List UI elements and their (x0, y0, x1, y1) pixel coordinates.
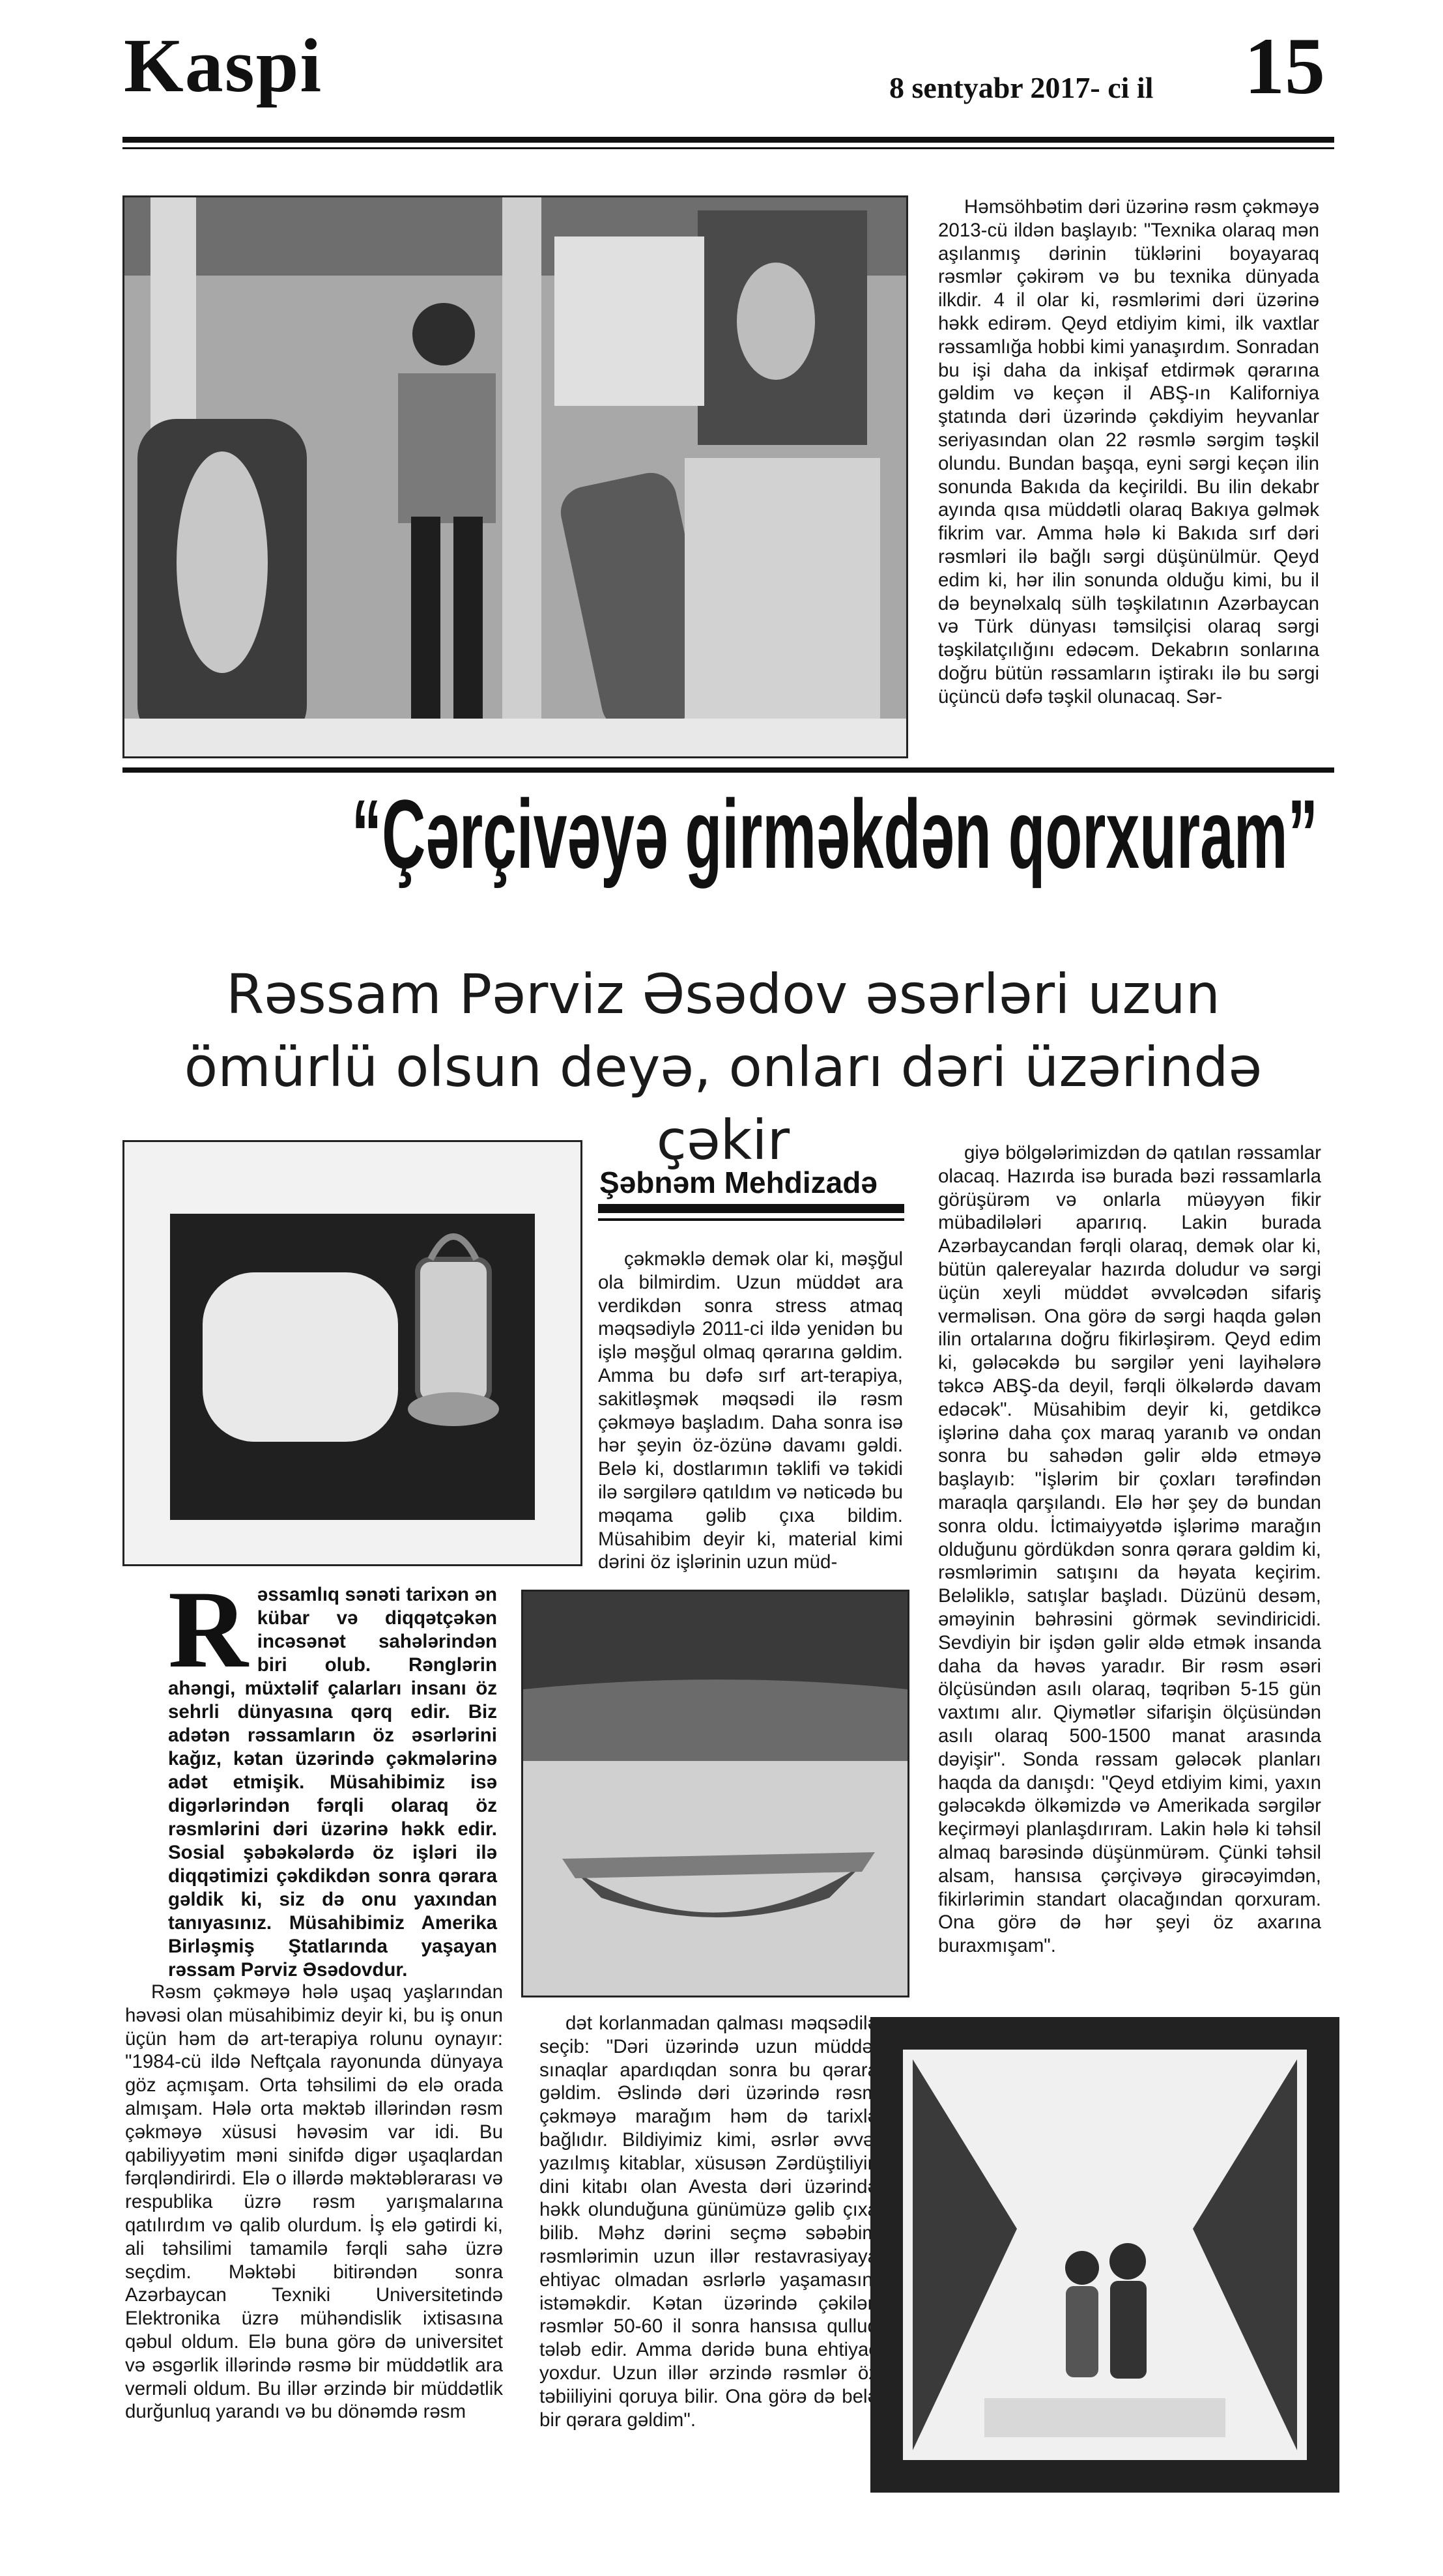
couple-painting-photo (885, 2031, 1325, 2478)
headline-rule (122, 767, 1334, 773)
article-lede (168, 1568, 497, 1981)
masthead-rule (122, 137, 1334, 143)
column-right (938, 1141, 1321, 2008)
masthead-name: Kaspi (124, 23, 323, 108)
byline-rule (598, 1204, 904, 1213)
page-number: 15 (1244, 21, 1325, 111)
subheadline: Rəssam Pərviz Əsədov əsərləri uzun ömürlü olsun deyə, onları dəri üzərində çəkir (184, 962, 1263, 1172)
column-left-bottom (125, 1981, 503, 2534)
paragraph: çəkməklə demək olar ki, məşğul ola bilmirdim. Uzun müddət ara verdikdən sonra stress atmaq məqsədiylə 2011-ci ildə yenidən bu işlə məşğul olmaq qərarına gəldim. Amma bu dəfə sırf art-terapiya, sakitləşmək məqsədi ilə rəsm çəkməyə başladım. Daha sonra isə hər şeyin öz-özünə davamı gəldi. Belə ki, dostlarımın təklifi və təkidi ilə sərgilərə qatıldım və nəticədə bu məqama gəlib çıxa bildim. Müsahibim deyir ki, material kimi dərini öz işlərinin uzun müd- (598, 1248, 903, 1573)
paragraph: dət korlanmadan qalması məqsədilə seçib: "Dəri üzərində uzun müddət sınaqlar apardıqdan sonra bu qərara gəldim. Əslində dəri üzərində rəsm çəkməyə marağım həm də tarixlə bağlıdır. Bildiyimiz kimi, əsrlər əvvəl yazılmış kitablar, xüsusən Zərdüştiliyin dini kitabı olan Avesta dəri üzərində həkk olunduğuna günümüzə gəlib çıxa bilib. Məhz dərini seçmə səbəbim rəsmlərimin uzun illər restavrasiyaya ehtiyac olmadan əsrlərlə yaşamasını istəməkdir. Kətan üzərində çəkilən rəsmlər 50-60 il sonra hansısa qulluq tələb edir. Amma dəridə buna ehtiyac yoxdur. Uzun illər ərzində rəsmlər öz təbiiliyini qoruya bilir. Ona görə də belə bir qərara gəldim". (539, 2012, 878, 2431)
issue-date: 8 sentyabr 2017- ci il (889, 71, 1154, 104)
paragraph: Rəsm çəkməyə hələ uşaq yaşlarından həvəsi olan müsahibimiz deyir ki, bu iş onun üçün həm də art-terapiya rolunu oynayır: "1984-cü ildə Neftçala rayonunda dünyaya göz açmışam. Orta təhsilimi də elə orada almışam. Hələ orta məktəb illərindən rəsm çəkməyə xüsusi həvəsim var idi. Bu qabiliyyətim məni sinifdə digər uşaqlardan fərqləndirirdi. Elə o illərdə məktəblərarası və respublika üzrə rəsm yarışmalarına qatılırdım və qalib olurdum. İş elə gətirdi ki, ali təhsilimi tamamilə fərqli sahə üzrə seçdim. Məktəbi bitirəndən sonra Azərbaycan Texniki Universitetində Elektronika üzrə mühəndislik ixtisasına qəbul oldum. Elə buna görə də universitet və əsgərlik illərində rəsmə bir müddətlik ara verməli oldum. Bu illər ərzində bir müddətlik durğunluq yarandı və bu dönəmdə rəsm (125, 1981, 503, 2423)
boat-painting-photo (521, 1590, 909, 1997)
lantern-painting-photo (122, 1140, 582, 1566)
column-middle-bottom (539, 2012, 878, 2533)
artist-studio-photo (122, 195, 908, 758)
headline: “Çərçivəyə girməkdən qorxuram” (351, 779, 1319, 889)
paragraph: giyə bölgələrimizdən də qatılan rəssamlar olacaq. Hazırda isə burada bəzi rəssamlarla görüşürəm və onlarla müəyyən fikir mübadilələri aparırıq. Lakin burada Azərbaycandan fərqli olaraq, demək olar ki, bütün qalereyalar hazırda doludur və sərgi üçün xeyli müddət əvvəlcədən sifariş verməlisən. Ona görə də sərgi haqda gələn ilin ortalarına doğru fikirləşirəm. Qeyd edim ki, gələcəkdə bu sərgilər yeni layihələrə təkcə ABŞ-da deyil, fərqli ölkələrdə davam edəcək". Müsahibim deyir ki, getdikcə işlərinə daha çox maraq yaranıb və ondan sonra bu sahədən gəlir əldə etməyə başlayıb: "İşlərim bir çoxları tərəfindən maraqla qarşılandı. Elə hər şey də bundan sonra oldu. İctimaiyyətdə işlərimə marağın olduğunu gördükdən sonra qərara gəldim ki, rəsmlərimin satışını da həyata keçirim. Beləliklə, satışlar başladı. Düzünü desəm, əməyinin bəhrəsini görmək sevindiricidi. Sevdiyin bir işdən gəlir əldə etmək insanda daha da həvəs yaradır. Bir rəsm əsəri ölçüsündən asılı olaraq, təqribən 5-15 gün vaxtımı alır. Qiymətlər sifarişin ölçüsündən asılı olaraq 500-1500 manat arasında dəyişir". Sonda rəssam gələcək planları haqda da danışdı: "Qeyd etdiyim kimi, yaxın gələcəkdə ölkəmizdə və Amerikada sərgilər keçirməyi planlaşdırıram. Lakin hələ ki təhsil almaq barəsində düşünmürəm. Çünki təhsil alsam, hansısa çərçivəyə girəcəyimdən, fikirlərimin standart olacağından qorxuram. Ona görə də hər şeyi öz axarına buraxmışam". (938, 1142, 1321, 1957)
masthead-rule-thin (122, 147, 1334, 149)
byline: Şəbnəm Mehdizadə (599, 1166, 878, 1199)
column-top-right (938, 195, 1319, 756)
lantern-painting-illustration (124, 1142, 580, 1564)
boat-painting-illustration (523, 1592, 907, 1996)
couple-painting-illustration (887, 2033, 1323, 2476)
drop-cap: R (168, 1568, 248, 1691)
lede-text: əssamlıq sənəti tarixən ən kübar və diqqətçəkən incəsənət sahələrindən biri olub. Rənglərin ahəngi, müxtəlif çalarları insanı öz sehrli dünyasına qərq edir. Biz adətən rəssamların öz əsərlərini kağız, kətan üzərində çəkmələrinə adət etmişik. Müsahibimiz isə digərlərindən fərqli olaraq öz rəsmlərini dəri üzərinə həkk edir. Sosial şəbəkələrdə öz işləri ilə diqqətimizi çəkdikdən sonra qərara gəldik ki, siz də onu yaxından tanıyasınız. Müsahibimiz Amerika Birləşmiş Ştatlarında yaşayan rəssam Pərviz Əsədovdur. (168, 1584, 497, 1981)
artist-studio-illustration (124, 197, 906, 756)
column-middle-top (598, 1248, 903, 1580)
paragraph: Həmsöhbətim dəri üzərinə rəsm çəkməyə 2013-cü ildən başlayıb: "Texnika olaraq mən aşılanmış dərinin tüklərini boyayaraq rəsmlər çəkirəm və bu texnika dünyada ilkdir. 4 il olar ki, rəsmlərimi dəri üzərinə həkk edirəm. Qeyd etdiyim kimi, ilk vaxtlar rəssamlığa hobbi kimi yanaşırdım. Sonradan bu işi daha da inkişaf etdirmək qərarına gəldim və keçən il ABŞ-ın Kaliforniya ştatında dəri üzərində çəkdiyim heyvanlar seriyasından olan 22 rəsmlə sərgim təşkil olundu. Bundan başqa, eyni sərgi keçən ilin sonunda Bakıda da keçirildi. Bu ilin dekabr ayında qısa müddətli olaraq Bakıya gəlmək fikrim var. Amma hələ ki Bakıda sırf dəri rəsmləri ilə bağlı sərgi düşünülmür. Qeyd edim ki, hər ilin sonunda olduğu kimi, bu il də beynəlxalq sülh təşkilatının Azərbaycan və Türk dünyası təmsilçisi olaraq sərgi təşkilatçılığını edəcəm. Dekabrın sonlarına doğru bütün rəssamların iştirakı ilə bu sərgi üçüncü dəfə təşkil olunacaq. Sər- (938, 196, 1319, 708)
byline-rule-thin (598, 1218, 904, 1221)
